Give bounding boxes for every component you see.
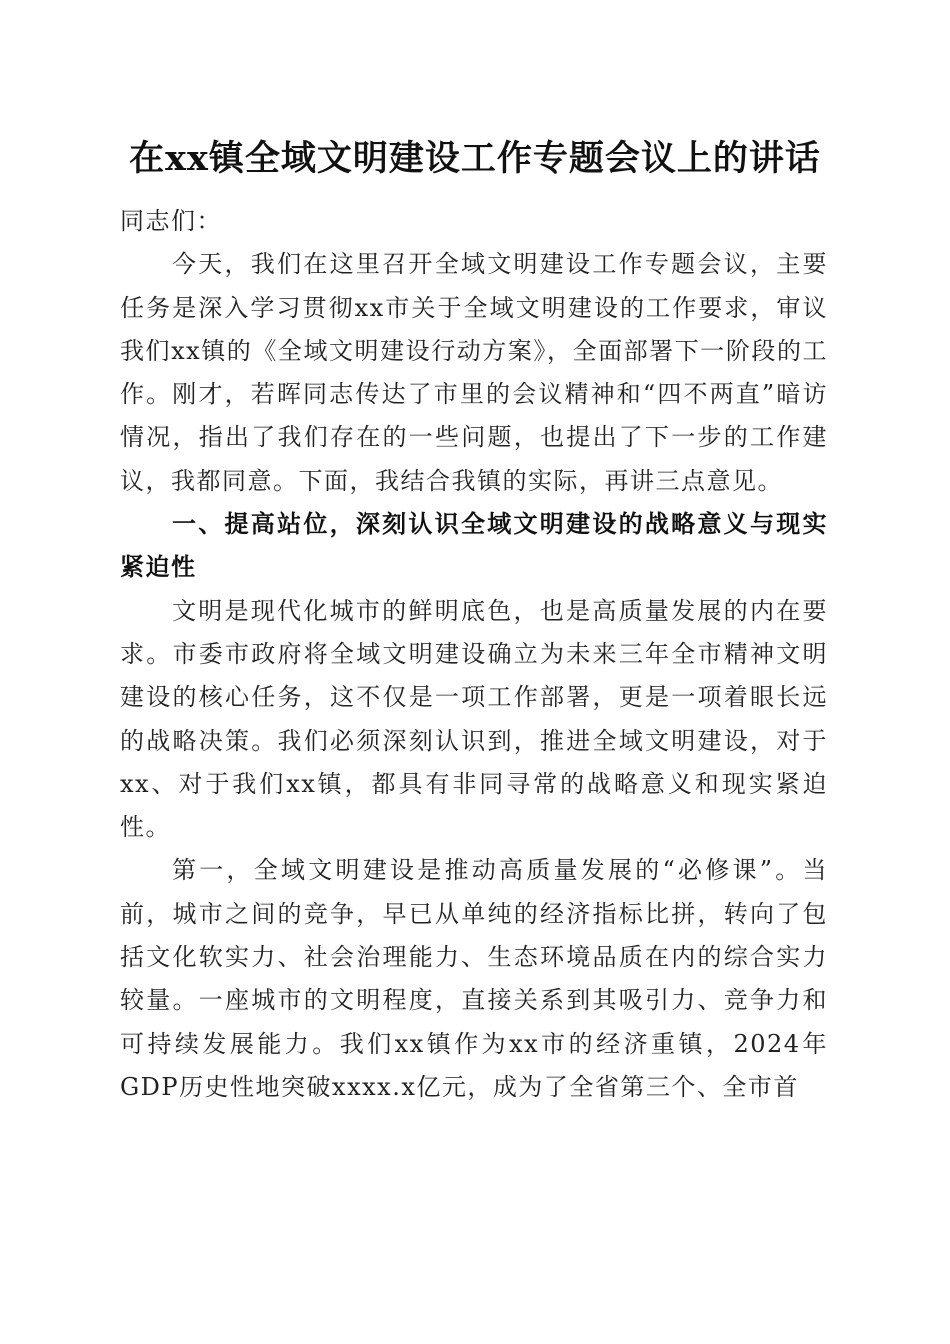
document-body bbox=[120, 200, 828, 1109]
section-paragraph: 文明是现代化城市的鲜明底色，也是高质量发展的内在要求。市委市政府将全域文明建设确立为未来三年全市精神文明建设的核心任务，这不仅是一项工作部署，更是一项着眼长远的战略决策。我们必须深刻认识到，推进全域文明建设，对于xx、对于我们xx镇，都具有非同寻常的战略意义和现实紧迫性。 bbox=[120, 596, 828, 842]
document-title: 在xx镇全域文明建设工作专题会议上的讲话 bbox=[129, 138, 821, 179]
section-heading: 一、提高站位，深刻认识全域文明建设的战略意义与现实紧迫性 bbox=[120, 510, 828, 582]
salutation: 同志们： bbox=[120, 207, 222, 235]
section-paragraph: 第一，全域文明建设是推动高质量发展的“必修课”。当前，城市之间的竞争，早已从单纯的经济指标比拼，转向了包括文化软实力、社会治理能力、生态环境品质在内的综合实力较量。一座城市的文明程度，直接关系到其吸引力、竞争力和可持续发展能力。我们xx镇作为xx市的经济重镇，2024年GDP历史性地突破xxxx.x亿元，成为了全省第三个、全市首 bbox=[120, 856, 828, 1101]
intro-paragraph: 今天，我们在这里召开全域文明建设工作专题会议，主要任务是深入学习贯彻xx市关于全域文明建设的工作要求，审议我们xx镇的《全域文明建设行动方案》，全面部署下一阶段的工作。刚才，若晖同志传达了市里的会议精神和“四不两直”暗访情况，指出了我们存在的一些问题，也提出了下一步的工作建议，我都同意。下面，我结合我镇的实际，再讲三点意见。 bbox=[120, 250, 828, 495]
